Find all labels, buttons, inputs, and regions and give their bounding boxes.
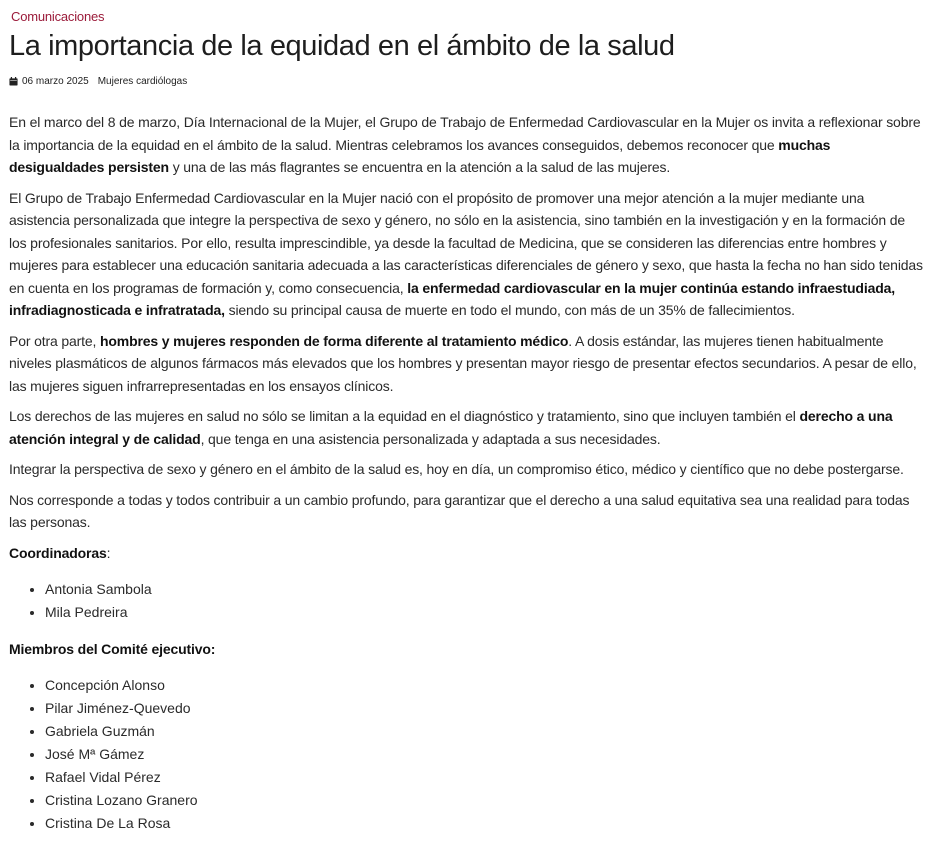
highlight: muchas desigualdades persisten — [9, 136, 831, 175]
list-item: • Mila Pedreira — [45, 601, 926, 624]
list-item: • Antonia Sambola — [45, 578, 926, 601]
highlight: hombres y mujeres responden de forma diferente al tratamiento médico — [99, 332, 569, 349]
paragraph: El Grupo de Trabajo Enfermedad Cardiovascular en la Mujer nació con el propósito de promover una mejor atención a la mujer mediante una asistencia personalizada que integre la perspectiva de sexo y género, no sólo en la asistencia, sino también en la investigación y en la formación de los profesionales sanitarios. Por ello, resulta imprescindible, ya desde la facultad de Medicina, que se consideren las diferencias entre hombres y mujeres para establecer una educación sanitaria adecuada a las características diferenciales de género y sexo, que hasta la fecha no han sido tenidas en cuenta en los programas de formación y, como consecuencia, la enfermedad cardiovascular en la mujer continúa estando infraestudiada, infradiagnosticada e infratratada, siendo su principal causa de muerte en todo el mundo, con más de un 35% de fallecimientos. — [9, 189, 923, 318]
highlight: la enfermedad cardiovascular en la mujer continúa estando infraestudiada, infradiagnosticada e infratratada, — [9, 279, 895, 318]
paragraph: Nos corresponde a todas y todos contribuir a un cambio profundo, para garantizar que el derecho a una salud equitativa sea una realidad para todas las personas. — [9, 491, 910, 530]
page-title: La importancia de la equidad en el ámbito de la salud — [9, 30, 675, 62]
list-item: • Pilar Jiménez-Quevedo — [45, 697, 926, 720]
highlight: derecho a una atención integral y de calidad — [9, 408, 893, 447]
paragraph: Integrar la perspectiva de sexo y género en el ámbito de la salud es, hoy en día, un compromiso ético, médico y científico que no debe postergarse. — [9, 461, 904, 477]
committee-heading: Miembros del Comité ejecutivo: — [9, 640, 216, 657]
list-item: • Gabriela Guzmán — [45, 720, 926, 743]
article-meta — [9, 76, 926, 87]
article-body — [9, 111, 926, 835]
list-item: • Concepción Alonso — [45, 674, 926, 697]
paragraph: Los derechos de las mujeres en salud no sólo se limitan a la equidad en el diagnóstico y tratamiento, sino que incluyen también el derecho a una atención integral y de calidad, que tenga en una asistencia personalizada y adaptada a sus necesidades. — [9, 408, 893, 447]
paragraph: En el marco del 8 de marzo, Día Internacional de la Mujer, el Grupo de Trabajo de Enfermedad Cardiovascular en la Mujer os invita a reflexionar sobre la importancia de la equidad en el ámbito de la salud. Mientras celebramos los avances conseguidos, debemos reconocer que muchas desigualdades persisten y una de las más flagrantes se encuentra en la atención a la salud de las mujeres. — [9, 114, 921, 175]
coordinators-list — [9, 578, 926, 624]
list-item: • Rafael Vidal Pérez — [45, 766, 926, 789]
article-tag[interactable]: Mujeres cardiólogas — [97, 76, 188, 87]
category-link[interactable]: Comunicaciones — [11, 9, 105, 24]
list-item: • Cristina Lozano Granero — [45, 789, 926, 812]
article-date: 06 marzo 2025 — [22, 76, 89, 87]
paragraph: Por otra parte, hombres y mujeres responden de forma diferente al tratamiento médico. A dosis estándar, las mujeres tienen habitualmente niveles plasmáticos de algunos fármacos más elevados que los hombres y presentan mayor riesgo de presentar efectos secundarios. A pesar de ello, las mujeres siguen infrarrepresentadas en los ensayos clínicos. — [9, 332, 917, 394]
coordinators-heading: Coordinadoras: — [9, 544, 111, 561]
committee-list — [9, 674, 926, 835]
list-item: • José Mª Gámez — [45, 743, 926, 766]
list-item: • Cristina De La Rosa — [45, 812, 926, 835]
calendar-icon — [9, 77, 18, 86]
